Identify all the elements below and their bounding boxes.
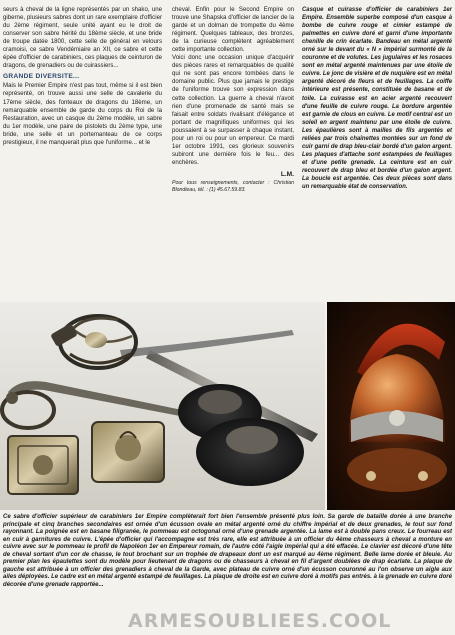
photo-carabinier-helmet bbox=[327, 302, 455, 510]
article-column-3 bbox=[302, 6, 452, 191]
column2-body: cheval. Enfin pour le Second Empire on trouve une Shapska d'officier de lancier de la garde et un dolman de trompette du 4ème régiment. Quelques tableaux, des bronzes, de la curieuse complètent agréablement cette importante collection. Voici donc une occasion unique d'acquérir des pièces rares et remarquables de qualité qui ne sont pas encore tombées dans le domaine public. Plus que jamais le prestige de l'uniforme trouve son expression dans cette collection. La guerre à cheval n'avoit rien d'une promenade de santé mais se faisait entre soldats rivalisant d'élégance et portant de magnifiques uniformes qui les poussaient à se surpasser à chaque instant, pour un roi ou pour un empereur. Ce mardi 1er octobre 1991, ces glorieux souvenirs subiront une dernière fois le feu... des enchères. bbox=[172, 6, 294, 166]
section-heading: GRANDE DIVERSITE... bbox=[3, 73, 80, 81]
column1-body: Mais le Premier Empire n'est pas tout, même si il est bien représenté, on trouve aussi une selle de cavalerie du 17ème siècle, des fonteaux de dragons du 18ème, un remarquable ensemble de garde du corps du Roi de la Restauration, avec un casque du 2ème modèle, un sabre du 1er modèle, une paire de pistolets du 2ème type, une bride, une selle et un portemanteau de ce corps prestigieux, il ne manquerait plus que l'uniforme... et le bbox=[3, 82, 162, 146]
contact-note: Pour tous renseignements, contacter : Christian Blondieau, tél. : (1) 45.67.59.83. bbox=[172, 179, 294, 193]
site-watermark: ARMESOUBLIEES.COOL bbox=[128, 610, 392, 632]
epaulettes bbox=[178, 384, 304, 486]
sword-photo-illustration bbox=[0, 302, 325, 510]
photo-caption: Ce sabre d'officier supérieur de carabiniers 1er Empire complèterait fort bien l'ensemble présenté plus loin. Sa garde de bataille dorée à une branche principale et cinq branches secondaires est ornée d'un écusson ovale en métal argenté orné du chiffre impérial et de deux grenades, le tout sur fond rayonnant. La poignée est en basane filigranée, le pommeau est octogonal orné d'une grenade argentée. La lame est à double pans creux. Le fourreau est en cuir à garnitures de cuivre. L'épée d'officier qui l'accompagne est très rare, elle est attribuée à un officier du 4ème chasseurs à cheval a monture en cuivre avec sur le pommeau le profil de Napoléon 1er en Empereur romain, de l'autre côté l'aigle impérial qui a été effacée. Le clavier est décoré d'une tête de cheval sortant d'un cor de chasse, le tout brochant sur un trophée de drapeaux dont un est marqué au 4ème régiment. Belle lame dorée et bleuie. Au premier plan les épaulettes sont du modèle pour lieutenant de dragons ou de chasseurs à cheval en fil d'argent doublées de drap écarlate. La plaque de gauche est attribuée à un officier des grenadiers à cheval de la Garde, avec plateau de cuivre orné d'un écusson couronné au l'on observe un aigle aux ailes déployées. Le cadre est en métal argenté estampé de feuillages. La plaque de droite est en cuivre doré à motifs pas entrés. à la grenade en cuivre doré décorée d'une grenade rapportée... bbox=[3, 514, 452, 588]
photo-sword-and-plates bbox=[0, 302, 325, 510]
basket-hilt bbox=[50, 316, 136, 368]
article-column-1 bbox=[3, 6, 162, 147]
column1-intro: seurs à cheval de la ligne représentés par un shako, une giberne, plusieurs sabres dont un rare exemplaire d'officier du 2ème régiment, seule unité ayant eu le droit de conserver son sabre hérité du 18ème siècle, et une bride de troupe datée 1800, cette selle de général en velours cramoisi, ce sabre Vendémiaire an XII, ce sabre et cette épée d'officier de carabiniers, ces plaques de ceinturon de dragons, de grenadiers ou de cuirassiers... bbox=[3, 6, 162, 70]
article-column-2 bbox=[172, 6, 294, 193]
belt-plates bbox=[8, 422, 164, 494]
cuirass-top bbox=[347, 448, 447, 492]
sword-blade bbox=[120, 330, 294, 358]
helmet-illustration bbox=[327, 302, 455, 510]
column3-body: Casque et cuirasse d'officier de carabiniers 1er Empire. Ensemble superbe composé d'un casque à bombe de cuivre rouge et cimier estampé de palmettes en cuivre doré et garni d'une importante chenille de crin écarlate. Bandeau en métal argenté orné sur le devant du « N » impérial surmonté de la couronne et de volutes. Les jugulaires et les rosaces sont en métal argenté maintenues par une étoile de cuivre. Le jonc de visière et de nuquière est en métal argenté décoré de fleurs et de feuillages. La coiffe intérieure est présente, constituée de basane et de toile. La cuirasse est en acier argenté recouvert d'une feuille de cuivre rouge. La bordure argentée est garnie de clous en cuivre. Le motif central est un soleil en argent maintenu par une étoile de cuivre. Les épaulières sont à mailles de fils argentés et reliées par trois chaînettes montées sur un fond de cuir garni de drap bleu-clair bordé d'un galon argent. Les plaques d'attache sont estampées de feuillages et d'une petite grenade. La ceinture est en cuir recouvert de drap bleu et bordée d'un galon argent. La boucle est argentée. Ces deux pièces sont dans un remarquable état de conservation. bbox=[302, 7, 452, 191]
author-signature: L.M. bbox=[280, 170, 294, 178]
imperial-n-badge bbox=[389, 410, 405, 426]
